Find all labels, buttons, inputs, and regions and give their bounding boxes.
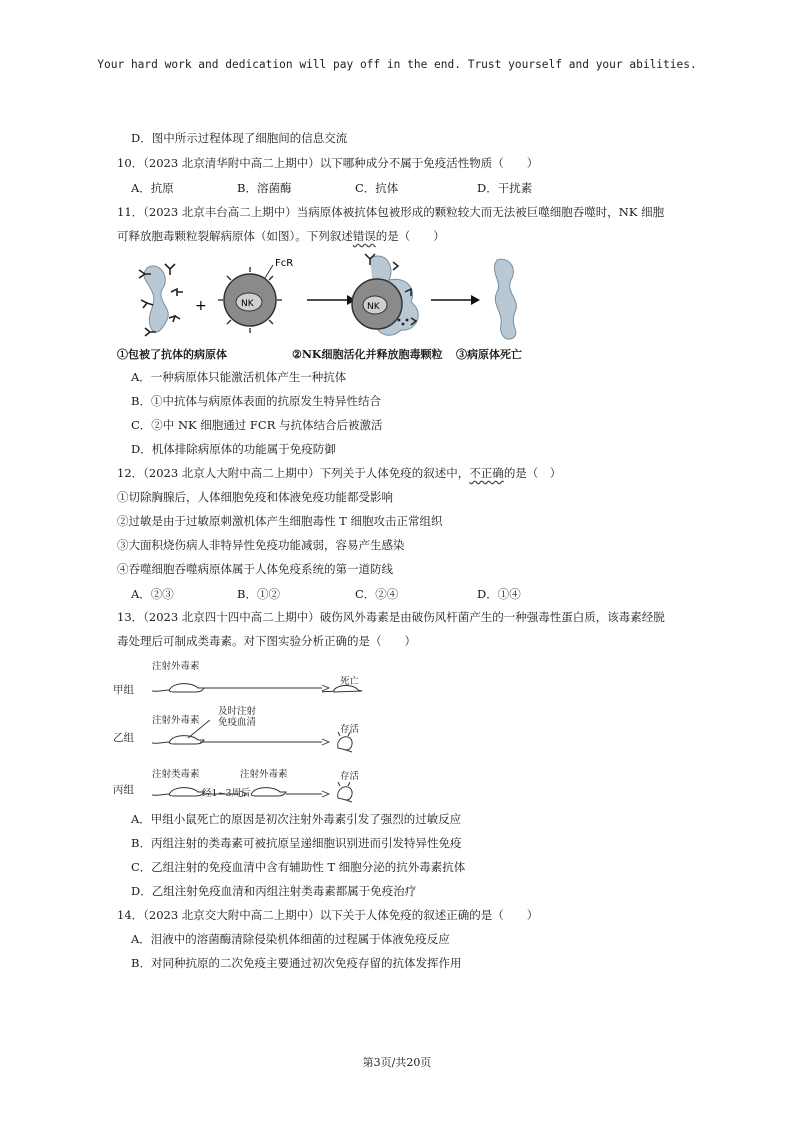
nk-label-activated: NK xyxy=(367,302,380,312)
q12-option-c: C．②④ xyxy=(355,587,399,601)
pathogen-dead-icon xyxy=(494,259,516,339)
arrow-right-icon xyxy=(307,295,356,305)
q11-option-b: B．①中抗体与病原体表面的抗原发生特异性结合 xyxy=(131,394,381,408)
page-number: 第3页/共20页 xyxy=(362,1056,432,1069)
nk-cell-diagram xyxy=(125,248,545,344)
group-a-result: 死亡 xyxy=(340,676,360,687)
group-a-label: 甲组 xyxy=(113,684,134,696)
fig-caption-1: ①包被了抗体的病原体 xyxy=(117,348,227,361)
q11-stem-line2 xyxy=(117,229,445,243)
q12-stem xyxy=(117,466,561,480)
q12-statement-4: ④吞噬细胞吞噬病原体属于人体免疫系统的第一道防线 xyxy=(117,562,393,576)
q13-option-a: A．甲组小鼠死亡的原因是初次注射外毒素引发了强烈的过敏反应 xyxy=(131,812,462,826)
q10-option-c: C．抗体 xyxy=(355,181,399,195)
q11-option-a: A．一种病原体只能激活机体产生一种抗体 xyxy=(131,370,347,384)
q13-option-d: D．乙组注射免疫血清和丙组注射类毒素都属于免疫治疗 xyxy=(131,884,417,898)
mouse-alive-icon xyxy=(338,732,352,752)
q12-statement-1: ①切除胸腺后，人体细胞免疫和体液免疫功能都受影响 xyxy=(117,490,393,504)
q11-option-d: D．机体排除病原体的功能属于免疫防御 xyxy=(131,442,336,456)
q14-option-b: B．对同种抗原的二次免疫主要通过初次免疫存留的抗体发挥作用 xyxy=(131,956,462,970)
q11-emphasis-mark: 错误 xyxy=(352,229,376,243)
q14-option-a: A．泪液中的溶菌酶清除侵染机体细菌的过程属于体液免疫反应 xyxy=(131,932,450,946)
group-c-label: 丙组 xyxy=(113,784,134,796)
mouse-icon xyxy=(152,788,204,796)
mouse-alive-icon xyxy=(338,782,352,802)
q13-option-c: C．乙组注射的免疫血清中含有辅助性 T 细胞分泌的抗外毒素抗体 xyxy=(131,860,466,874)
q12-stem-text: 12．（2023 北京人大附中高二上期中）下列关于人体免疫的叙述中， xyxy=(117,466,470,480)
serum-label-line1: 及时注射 xyxy=(218,706,257,717)
page-header-motto: Your hard work and dedication will pay off in the end. Trust yourself and your abilities. xyxy=(97,58,697,71)
fig-caption-2: ②NK细胞活化并释放胞毒颗粒 xyxy=(292,348,443,361)
nk-activated-icon xyxy=(352,254,418,335)
q11-stem-line1: 11．（2023 北京丰台高二上期中）当病原体被抗体包被形成的颗粒较大而无法被巨噬细胞吞噬时，NK 细胞 xyxy=(117,205,665,219)
pathogen-coated-icon xyxy=(139,264,183,336)
group-c-injection-label: 注射外毒素 xyxy=(240,769,288,780)
group-b-result: 存活 xyxy=(340,724,360,735)
interval-label: 经1~3周后 xyxy=(202,788,251,799)
group-c-toxoid-label: 注射类毒素 xyxy=(152,769,200,780)
q12-option-b: B．①② xyxy=(237,587,280,601)
group-b-label: 乙组 xyxy=(113,732,134,744)
arrow-right-icon xyxy=(431,295,480,305)
q14-stem: 14．（2023 北京交大附中高二上期中）以下关于人体免疫的叙述正确的是（ ） xyxy=(117,908,539,922)
q10-option-a: A．抗原 xyxy=(131,181,174,195)
mouse-icon xyxy=(152,684,204,692)
plus-sign: + xyxy=(195,298,207,314)
q13-option-b: B．丙组注射的类毒素可被抗原呈递细胞识别进而引发特异性免疫 xyxy=(131,836,462,850)
q12-statement-2: ②过敏是由于过敏原刺激机体产生细胞毒性 T 细胞攻击正常组织 xyxy=(117,514,443,528)
q12-statement-3: ③大面积烧伤病人非特异性免疫功能减弱，容易产生感染 xyxy=(117,538,405,552)
serum-label-line2: 免疫血清 xyxy=(218,717,257,728)
q11-option-c: C．②中 NK 细胞通过 FCR 与抗体结合后被激活 xyxy=(131,418,383,432)
q9-option-d: D．图中所示过程体现了细胞间的信息交流 xyxy=(131,131,348,145)
mouse-icon xyxy=(152,736,204,744)
q10-stem: 10．（2023 北京清华附中高二上期中）以下哪种成分不属于免疫活性物质（ ） xyxy=(117,156,539,170)
q13-stem-line2: 毒处理后可制成类毒素。对下图实验分析正确的是（ ） xyxy=(117,634,416,648)
q13-stem-line1: 13．（2023 北京四十四中高二上期中）破伤风外毒素是由破伤风杆菌产生的一种强毒性蛋白质，该毒素经脱 xyxy=(117,610,665,624)
q12-emphasis-mark: 不正确 xyxy=(469,466,504,480)
fig-caption-3: ③病原体死亡 xyxy=(456,348,522,361)
q12-option-a: A．②③ xyxy=(131,587,174,601)
mouse-experiment-diagram xyxy=(140,660,380,805)
q10-option-d: D．干扰素 xyxy=(477,181,533,195)
mouse-icon xyxy=(251,788,286,796)
nk-label: NK xyxy=(241,299,254,309)
q11-stem-text: 可释放胞毒颗粒裂解病原体（如图）。下列叙述 xyxy=(117,229,353,243)
q12-stem-tail: 的是（ ） xyxy=(503,466,562,480)
group-b-injection-label: 注射外毒素 xyxy=(152,715,200,726)
fcr-label: FcR xyxy=(275,258,294,269)
nk-cell-icon xyxy=(218,258,293,333)
q10-option-b: B．溶菌酶 xyxy=(237,181,292,195)
group-a-injection-label: 注射外毒素 xyxy=(152,661,200,672)
q12-option-d: D．①④ xyxy=(477,587,521,601)
group-c-result: 存活 xyxy=(340,771,360,782)
q11-stem-tail: 的是（ ） xyxy=(375,229,445,243)
